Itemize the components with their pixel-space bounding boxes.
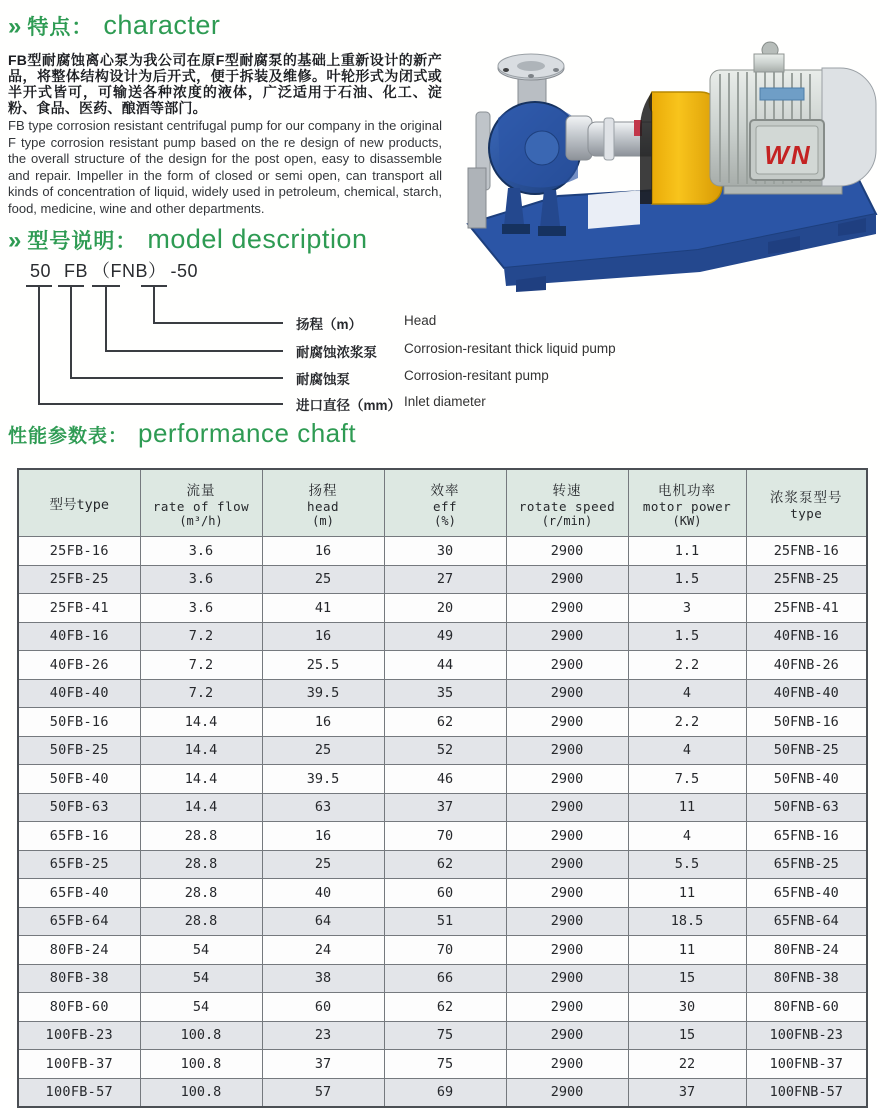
table-cell: 35	[384, 679, 506, 708]
table-cell: 100.8	[140, 1021, 262, 1050]
section-title-zh: 性能参数表：	[8, 426, 129, 447]
table-row	[18, 993, 867, 1022]
table-cell: 25	[262, 736, 384, 765]
table-cell: 50FB-25	[18, 736, 140, 765]
table-cell: 40FB-16	[18, 622, 140, 651]
table-cell: 38	[262, 964, 384, 993]
table-cell: 16	[262, 822, 384, 851]
column-header-flow: 流量 rate of flow (m³/h)	[140, 469, 262, 537]
table-row	[18, 850, 867, 879]
section-title-character	[8, 10, 220, 41]
table-cell: 3.6	[140, 565, 262, 594]
table-cell: 16	[262, 622, 384, 651]
table-cell: 80FNB-60	[746, 993, 867, 1022]
table-cell: 100FB-23	[18, 1021, 140, 1050]
table-cell: 2900	[506, 822, 628, 851]
table-cell: 37	[384, 793, 506, 822]
table-cell: 54	[140, 993, 262, 1022]
table-cell: 2900	[506, 964, 628, 993]
table-cell: 2900	[506, 993, 628, 1022]
table-cell: 65FB-25	[18, 850, 140, 879]
table-row	[18, 736, 867, 765]
table-cell: 11	[628, 793, 746, 822]
table-cell: 28.8	[140, 879, 262, 908]
column-header-power: 电机功率 motor power (KW)	[628, 469, 746, 537]
table-cell: 25FB-16	[18, 537, 140, 566]
table-cell: 7.2	[140, 679, 262, 708]
table-cell: 65FNB-25	[746, 850, 867, 879]
table-cell: 80FNB-38	[746, 964, 867, 993]
table-row	[18, 907, 867, 936]
table-cell: 2900	[506, 679, 628, 708]
table-cell: 64	[262, 907, 384, 936]
table-cell: 75	[384, 1021, 506, 1050]
table-cell: 25	[262, 850, 384, 879]
section-title-zh: 型号说明：	[27, 230, 138, 253]
table-cell: 4	[628, 822, 746, 851]
table-cell: 37	[628, 1078, 746, 1107]
table-cell: 1.1	[628, 537, 746, 566]
table-cell: 39.5	[262, 765, 384, 794]
table-cell: 7.2	[140, 622, 262, 651]
table-cell: 80FB-38	[18, 964, 140, 993]
pump-photo	[438, 28, 880, 290]
table-cell: 39.5	[262, 679, 384, 708]
table-cell: 50FB-40	[18, 765, 140, 794]
column-header-head: 扬程 head (m)	[262, 469, 384, 537]
table-cell: 62	[384, 993, 506, 1022]
table-cell: 65FNB-40	[746, 879, 867, 908]
table-row	[18, 936, 867, 965]
table-cell: 2900	[506, 850, 628, 879]
table-cell: 1.5	[628, 565, 746, 594]
table-cell: 22	[628, 1050, 746, 1079]
table-cell: 28.8	[140, 850, 262, 879]
performance-table-header	[18, 469, 867, 537]
table-cell: 50FB-63	[18, 793, 140, 822]
table-cell: 2900	[506, 793, 628, 822]
table-cell: 40FB-40	[18, 679, 140, 708]
table-cell: 2900	[506, 1078, 628, 1107]
table-cell: 27	[384, 565, 506, 594]
table-cell: 100FB-57	[18, 1078, 140, 1107]
table-row	[18, 1078, 867, 1107]
table-cell: 60	[262, 993, 384, 1022]
table-cell: 2900	[506, 708, 628, 737]
table-cell: 2900	[506, 936, 628, 965]
table-cell: 2.2	[628, 708, 746, 737]
performance-table-body	[18, 537, 867, 1108]
table-cell: 70	[384, 822, 506, 851]
table-cell: 65FB-40	[18, 879, 140, 908]
table-cell: 80FB-24	[18, 936, 140, 965]
table-cell: 60	[384, 879, 506, 908]
table-cell: 2900	[506, 736, 628, 765]
table-cell: 66	[384, 964, 506, 993]
table-row	[18, 1021, 867, 1050]
table-cell: 40FNB-26	[746, 651, 867, 680]
table-cell: 2900	[506, 1050, 628, 1079]
table-cell: 11	[628, 879, 746, 908]
table-cell: 37	[262, 1050, 384, 1079]
chevron-marker-icon: »	[8, 227, 22, 254]
table-cell: 46	[384, 765, 506, 794]
table-cell: 2900	[506, 879, 628, 908]
table-row	[18, 679, 867, 708]
table-cell: 28.8	[140, 907, 262, 936]
table-row	[18, 708, 867, 737]
table-cell: 54	[140, 936, 262, 965]
table-cell: 69	[384, 1078, 506, 1107]
table-row	[18, 651, 867, 680]
suction-flange	[468, 112, 490, 228]
table-cell: 40	[262, 879, 384, 908]
table-row	[18, 565, 867, 594]
table-cell: 25.5	[262, 651, 384, 680]
table-row	[18, 765, 867, 794]
table-cell: 52	[384, 736, 506, 765]
table-cell: 3	[628, 594, 746, 623]
table-cell: 25FNB-25	[746, 565, 867, 594]
table-cell: 7.5	[628, 765, 746, 794]
table-row	[18, 537, 867, 566]
table-cell: 14.4	[140, 736, 262, 765]
table-cell: 14.4	[140, 765, 262, 794]
table-cell: 14.4	[140, 793, 262, 822]
section-title-zh: 特点：	[27, 16, 94, 39]
table-cell: 50FNB-25	[746, 736, 867, 765]
table-cell: 4	[628, 679, 746, 708]
table-cell: 3.6	[140, 594, 262, 623]
table-cell: 2900	[506, 594, 628, 623]
table-cell: 63	[262, 793, 384, 822]
column-header-fnb-type: 浓浆泵型号 type	[746, 469, 867, 537]
table-row	[18, 1050, 867, 1079]
table-cell: 24	[262, 936, 384, 965]
table-cell: 51	[384, 907, 506, 936]
motor-logo: WN	[764, 140, 812, 170]
table-row	[18, 793, 867, 822]
table-cell: 30	[628, 993, 746, 1022]
table-cell: 75	[384, 1050, 506, 1079]
table-cell: 65FNB-16	[746, 822, 867, 851]
model-label-en: Corrosion-resitant thick liquid pump	[404, 341, 616, 356]
table-cell: 41	[262, 594, 384, 623]
table-row	[18, 622, 867, 651]
table-cell: 15	[628, 964, 746, 993]
section-title-en: performance chaft	[138, 418, 357, 448]
table-cell: 40FNB-40	[746, 679, 867, 708]
table-cell: 50FNB-16	[746, 708, 867, 737]
motor-junction-box	[750, 120, 824, 180]
table-cell: 2900	[506, 565, 628, 594]
table-cell: 7.2	[140, 651, 262, 680]
table-row	[18, 594, 867, 623]
table-cell: 11	[628, 936, 746, 965]
table-cell: 65FB-16	[18, 822, 140, 851]
table-cell: 2900	[506, 651, 628, 680]
table-cell: 25FB-25	[18, 565, 140, 594]
model-label-en: Inlet diameter	[404, 394, 486, 409]
motor	[710, 42, 876, 194]
section-title-model	[8, 224, 367, 255]
table-cell: 44	[384, 651, 506, 680]
model-label-en: Head	[404, 313, 437, 328]
table-cell: 50FNB-40	[746, 765, 867, 794]
model-label-en: Corrosion-resitant pump	[404, 368, 549, 383]
table-cell: 100FNB-23	[746, 1021, 867, 1050]
table-cell: 16	[262, 708, 384, 737]
column-header-type: 型号type	[18, 469, 140, 537]
table-cell: 80FNB-24	[746, 936, 867, 965]
table-cell: 5.5	[628, 850, 746, 879]
model-label-zh: 进口直径（mm）	[296, 398, 402, 413]
table-cell: 100FB-37	[18, 1050, 140, 1079]
table-cell: 23	[262, 1021, 384, 1050]
table-cell: 14.4	[140, 708, 262, 737]
model-label-zh: 耐腐蚀泵	[296, 372, 350, 387]
model-label-zh: 耐腐蚀浓浆泵	[296, 345, 377, 360]
table-cell: 49	[384, 622, 506, 651]
table-cell: 2.2	[628, 651, 746, 680]
table-cell: 100FNB-57	[746, 1078, 867, 1107]
model-part-inlet: 50	[30, 261, 52, 281]
chevron-marker-icon: »	[8, 13, 22, 40]
discharge-flange	[498, 54, 564, 104]
table-cell: 2900	[506, 537, 628, 566]
table-cell: 15	[628, 1021, 746, 1050]
table-cell: 65FNB-64	[746, 907, 867, 936]
table-cell: 50FNB-63	[746, 793, 867, 822]
table-cell: 40FNB-16	[746, 622, 867, 651]
performance-table	[17, 468, 868, 1108]
model-part-variant: （FNB）	[92, 261, 167, 281]
table-cell: 57	[262, 1078, 384, 1107]
table-row	[18, 964, 867, 993]
table-cell: 62	[384, 850, 506, 879]
model-number	[30, 257, 198, 283]
table-row	[18, 822, 867, 851]
table-cell: 4	[628, 736, 746, 765]
table-cell: 50FB-16	[18, 708, 140, 737]
table-cell: 25FNB-16	[746, 537, 867, 566]
table-cell: 80FB-60	[18, 993, 140, 1022]
table-cell: 25FNB-41	[746, 594, 867, 623]
table-cell: 25FB-41	[18, 594, 140, 623]
character-paragraph-zh: FB型耐腐蚀离心泵为我公司在原F型耐腐泵的基础上重新设计的新产品，将整体结构设计为后开式，便于拆装及维修。叶轮形式为闭式或半开式皆可，可输送各种浓度的液体，广泛适用于石油、化工、淀粉、食品、医药、酿酒等部门。	[8, 52, 442, 116]
table-cell: 62	[384, 708, 506, 737]
table-cell: 70	[384, 936, 506, 965]
table-cell: 54	[140, 964, 262, 993]
table-cell: 20	[384, 594, 506, 623]
table-cell: 1.5	[628, 622, 746, 651]
table-cell: 18.5	[628, 907, 746, 936]
table-cell: 25	[262, 565, 384, 594]
column-header-speed: 转速 rotate speed (r/min)	[506, 469, 628, 537]
table-cell: 3.6	[140, 537, 262, 566]
table-row	[18, 879, 867, 908]
model-part-head: -50	[170, 261, 199, 281]
table-cell: 100FNB-37	[746, 1050, 867, 1079]
table-cell: 28.8	[140, 822, 262, 851]
table-cell: 100.8	[140, 1050, 262, 1079]
section-title-en: character	[103, 10, 221, 40]
table-cell: 2900	[506, 765, 628, 794]
table-cell: 40FB-26	[18, 651, 140, 680]
section-title-performance	[8, 418, 356, 449]
table-cell: 100.8	[140, 1078, 262, 1107]
table-cell: 2900	[506, 907, 628, 936]
table-cell: 2900	[506, 1021, 628, 1050]
table-cell: 2900	[506, 622, 628, 651]
table-cell: 16	[262, 537, 384, 566]
model-part-series: FB	[64, 261, 89, 281]
table-cell: 65FB-64	[18, 907, 140, 936]
section-title-en: model description	[147, 224, 368, 254]
character-paragraph-en: FB type corrosion resistant centrifugal pump for our company in the original F type corrosion resistant pump based on the re design of new products, the overall structure of the design for the post open, easy to disassemble and repair. Impeller in the form of closed or semi open, can transport all kinds of concentration of liquid, widely used in petroleum, chemical, starch, food, medicine, wine and other departments.	[8, 118, 442, 216]
model-label-zh: 扬程（m）	[296, 317, 363, 332]
column-header-eff: 效率 eff (%)	[384, 469, 506, 537]
table-cell: 30	[384, 537, 506, 566]
